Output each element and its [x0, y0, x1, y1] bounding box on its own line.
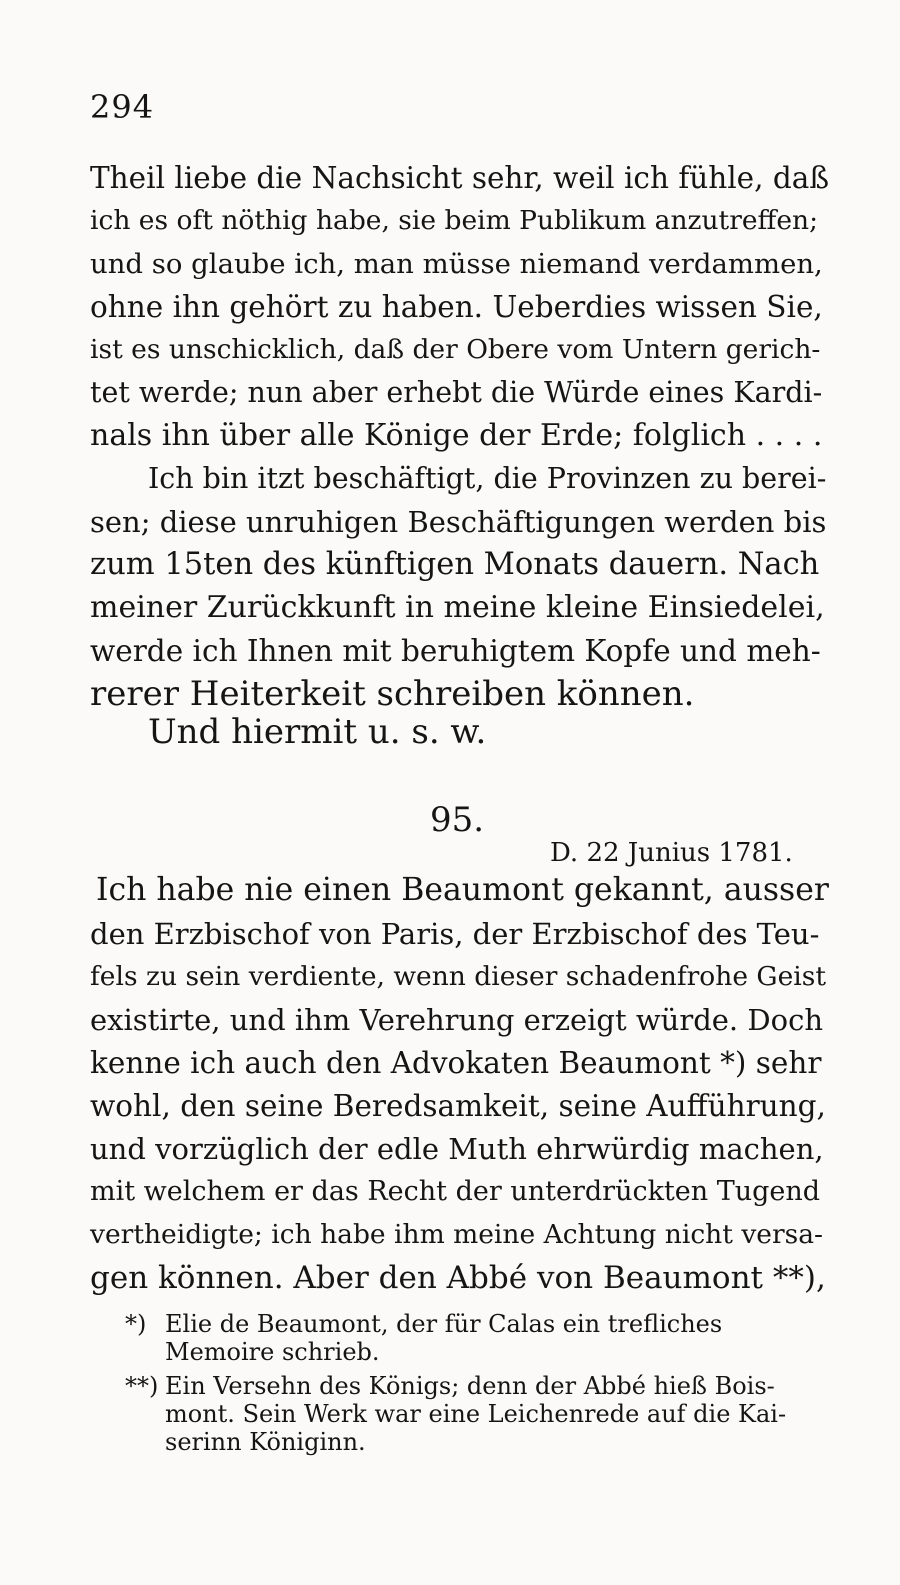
text-line: tet werde; nun aber erhebt die Würde eines Kardi-: [90, 376, 823, 409]
text-line: Ich habe nie einen Beaumont gekannt, ausser: [96, 872, 829, 908]
letter-number: 95.: [430, 800, 485, 840]
footnote-text: mont. Sein Werk war eine Leichenrede auf die Kai-: [165, 1400, 787, 1428]
page-number: 294: [90, 88, 155, 126]
text-line: mit welchem er das Recht der unterdrückten Tugend: [90, 1176, 821, 1207]
text-line: vertheidigte; ich habe ihm meine Achtung nicht versa-: [90, 1219, 823, 1250]
text-line: den Erzbischof von Paris, der Erzbischof des Teu-: [90, 917, 820, 951]
footnote-1: [125, 1310, 722, 1338]
footnote-text: serinn Königinn.: [165, 1428, 366, 1456]
text-line: Theil liebe die Nachsicht sehr, weil ich fühle, daß: [90, 161, 830, 195]
text-line: gen können. Aber den Abbé von Beaumont **),: [90, 1260, 826, 1296]
text-line: sen; diese unruhigen Beschäftigungen werden bis: [90, 505, 827, 539]
dateline: D. 22 Junius 1781.: [550, 838, 793, 868]
text-line: Ich bin itzt beschäftigt, die Provinzen zu berei-: [148, 462, 827, 495]
footnote-text: Ein Versehn des Königs; denn der Abbé hieß Bois-: [165, 1372, 775, 1400]
text-line: zum 15ten des künftigen Monats dauern. Nach: [90, 547, 820, 582]
text-line: und vorzüglich der edle Muth ehrwürdig machen,: [90, 1132, 824, 1166]
text-line: werde ich Ihnen mit beruhigtem Kopfe und meh-: [90, 634, 821, 668]
text-line: wohl, den seine Beredsamkeit, seine Aufführung,: [90, 1089, 826, 1123]
text-line: nals ihn über alle Könige der Erde; folglich . . . .: [90, 418, 823, 453]
text-line: rerer Heiterkeit schreiben können.: [90, 674, 695, 714]
text-line: fels zu sein verdiente, wenn dieser schadenfrohe Geist: [90, 961, 826, 992]
text-line: ist es unschicklich, daß der Obere vom Untern gerich-: [90, 334, 821, 365]
text-line: ich es oft nöthig habe, sie beim Publikum anzutreffen;: [90, 205, 819, 236]
text-line: existirte, und ihm Verehrung erzeigt würde. Doch: [90, 1003, 824, 1037]
closing-line: Und hiermit u. s. w.: [148, 712, 487, 752]
text-line: ohne ihn gehört zu haben. Ueberdies wissen Sie,: [90, 290, 823, 324]
footnote-marker: **): [125, 1372, 159, 1400]
footnote-text: Memoire schrieb.: [165, 1338, 380, 1366]
footnote-2: [125, 1372, 775, 1400]
footnote-text: Elie de Beaumont, der für Calas ein trefliches: [165, 1310, 723, 1338]
footnote-marker: *): [125, 1310, 147, 1338]
text-line: meiner Zurückkunft in meine kleine Einsiedelei,: [90, 590, 825, 625]
text-line: und so glaube ich, man müsse niemand verdammen,: [90, 248, 823, 280]
text-line: kenne ich auch den Advokaten Beaumont *) sehr: [90, 1046, 822, 1080]
